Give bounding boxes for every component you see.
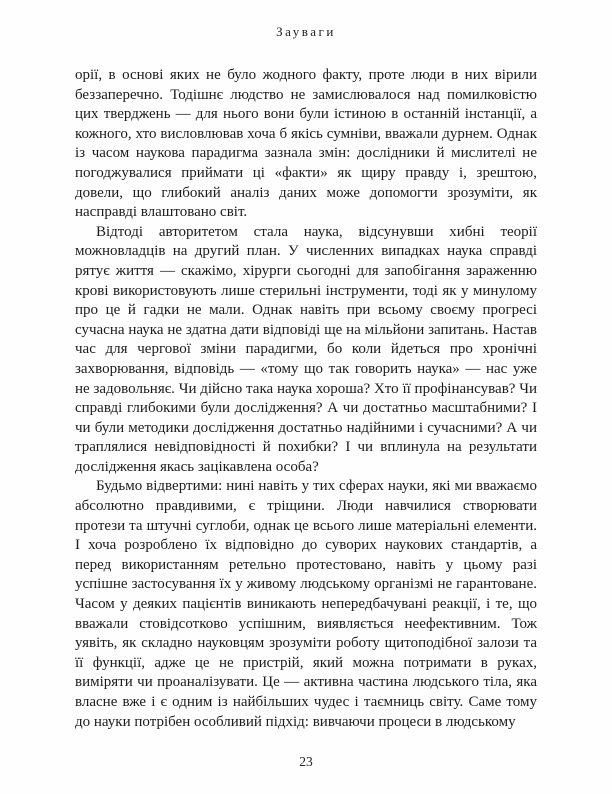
- body-text: [75, 66, 537, 732]
- page-number: 23: [299, 754, 313, 769]
- paragraph: Відтоді авторитетом стала наука, відсунувши хибні теорії можновладців на другий план. У численних випадках наука справді рятує життя — скажімо, хірурги сьогодні для запобігання зараженню крові використовують лише стерильні інструменти, тоді як у минулому про це й гадки не мали. Однак навіть при всьому своєму прогресі сучасна наука не здатна дати відповіді ще на мільйони запитань. Настав час для чергової зміни парадигми, бо коли йдеться про хронічні захворювання, відповідь — «тому що так говорить наука» — нас уже не задовольняє. Чи дійсно така наука хороша? Хто її профінансував? Чи справді глибокими були дослідження? А чи достатньо масштабними? І чи були методики дослідження достатньо надійними і сучасними? А чи траплялися невідповідності й похибки? І чи вплинула на результати дослідження якась зацікавлена особа?: [75, 223, 537, 475]
- paragraph-continuation: орії, в основі яких не було жодного факту, проте люди в них вірили беззаперечно. Тодішнє людство не замислювалося над помилковістю цих тверджень — для нього вони були істиною в останній інстанції, а кожного, хто висловлював хоча б якісь сумніви, вважали дурнем. Однак із часом наукова парадигма зазнала змін: дослідники й мислителі не погоджувалися приймати ці «факти» як щиру правду і, зрештою, довели, що глибокий аналіз даних може допомогти зрозуміти, як насправді влаштовано світ.: [75, 67, 537, 221]
- running-header: Зауваги: [276, 24, 336, 39]
- paragraph: Будьмо відвертими: нині навіть у тих сферах науки, які ми вважаємо абсолютно правдивими, є тріщини. Люди навчилися створювати протези та штучні суглоби, однак це всього лише матеріальні елементи. І хоча розроблено їх відповідно до суворих наукових стандартів, а перед використанням ретельно протестовано, навіть у цьому разі успішне застосування їх у живому людському організмі не гарантоване. Часом у деяких пацієнтів виникають непередбачувані реакції, і те, що вважали стовідсотково успішним, виявляється неефективним. Тож уявіть, як складно науковцям зрозуміти роботу щитоподібної залози та її функції, адже це не пристрій, який можна потримати в руках, виміряти чи проаналізувати. Це — активна частина людського тіла, яка власне вже і є одним із найбільших чудес і таємниць світу. Саме тому до науки потрібен особливий підхід: вивчаючи процеси в людському: [75, 478, 537, 730]
